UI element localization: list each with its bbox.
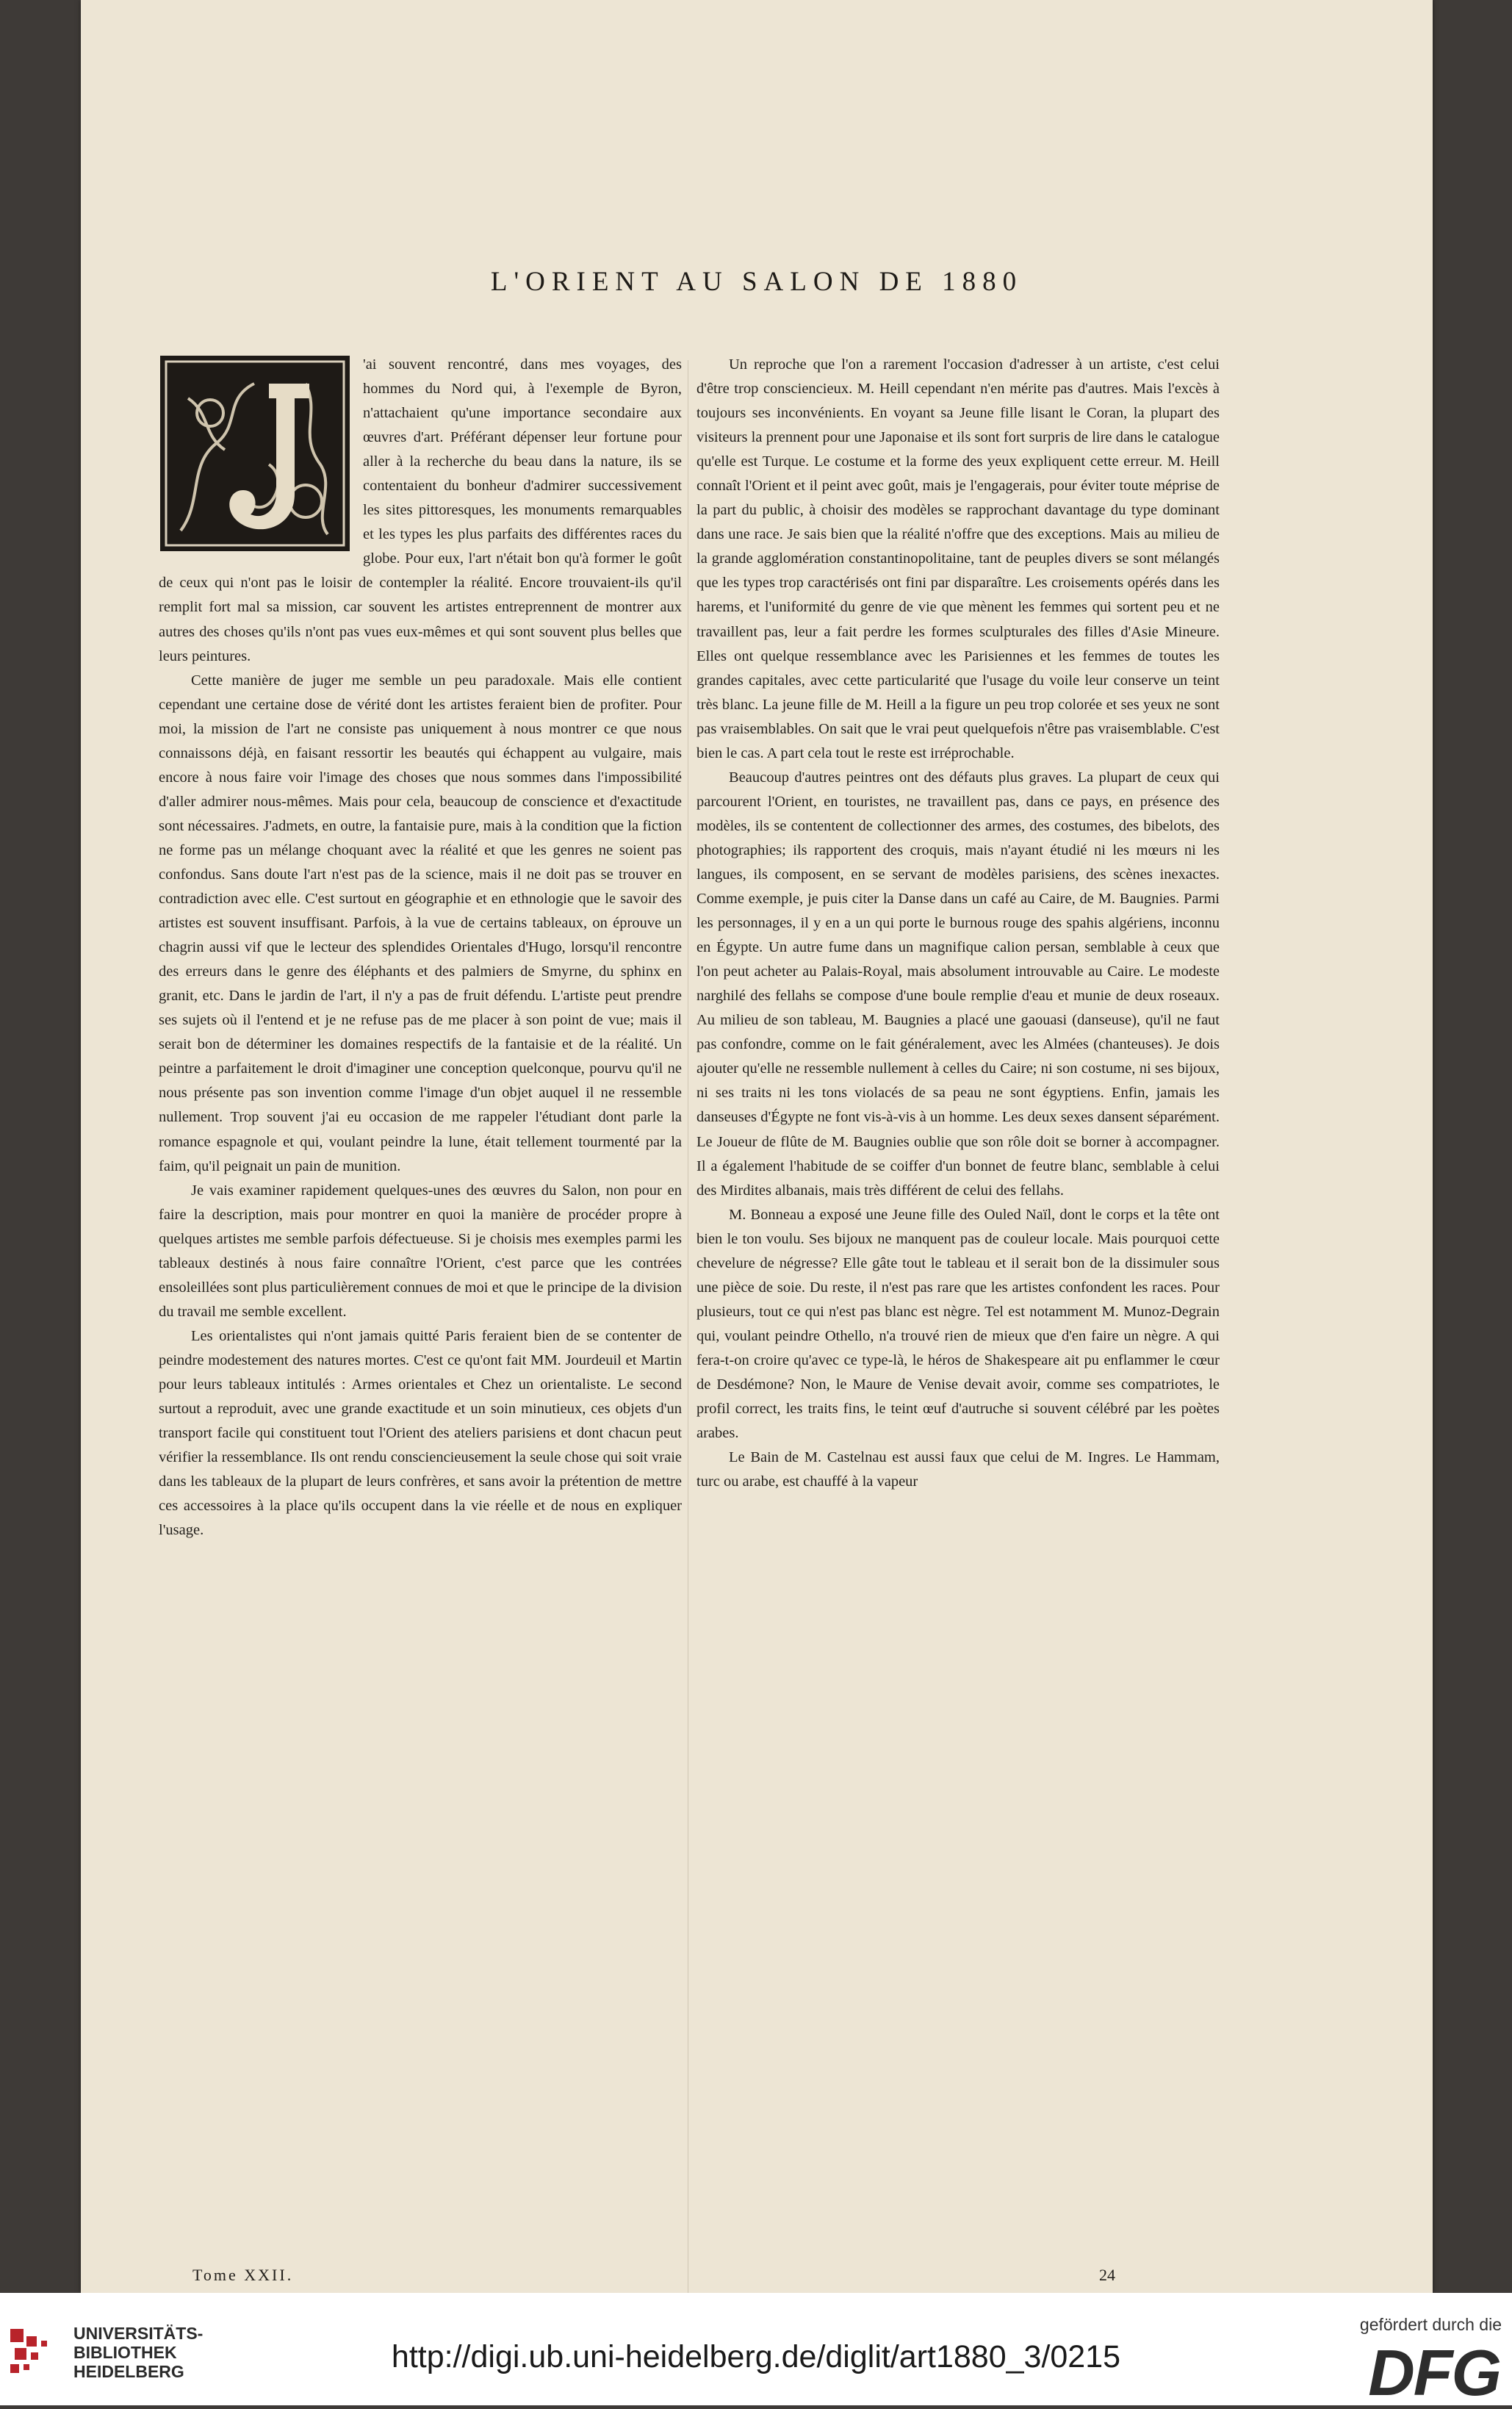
library-name-line: UNIVERSITÄTS- — [73, 2324, 204, 2343]
ornamental-dropcap — [159, 354, 351, 553]
document-page — [81, 0, 1433, 2293]
dropcap-ornament-icon — [159, 354, 351, 553]
page-number: 24 — [1099, 2266, 1115, 2284]
dfg-logo: DFG — [1368, 2336, 1500, 2409]
article-title: L'ORIENT AU SALON DE 1880 — [490, 267, 1023, 297]
paragraph: Le Bain de M. Castelnau est aussi faux que celui de M. Ingres. Le Hammam, turc ou arabe, est chauffé à la vapeur — [696, 1449, 1220, 1490]
paragraph: 'ai souvent rencontré, dans mes voyages, des hommes du Nord qui, à l'exemple de Byron, n'attachaient qu'une importance secondaire aux œuvres d'art. Préférant dépenser leur fortune pour aller à la recherche du beau dans la nature, ils se contentaient du bonheur d'admirer successivement les sites pittoresques, les monuments remarquables et les types les plus parfaits des différentes races du globe. Pour eux, l'art n'était bon qu'à former le goût de ceux qui n'ont pas le loisir de contempler la réalité. Encore trouvaient-ils qu'il remplit fort mal sa mission, car souvent les artistes entreprennent de montrer aux autres des choses qu'ils n'ont pas vues eux-mêmes et qui sont souvent plus belles que leurs peintures. — [159, 356, 682, 664]
funding-note: gefördert durch die — [1359, 2315, 1502, 2334]
paragraph: Je vais examiner rapidement quelques-unes des œuvres du Salon, non pour en faire la description, mais pour montrer en quoi la manière de procéder propre à quelques artistes me semble parfois défectueuse. Si je choisis mes exemples parmi les tableaux destinés à nous faire connaître l'Orient, c'est parce que les contrées ensoleillées sont plus particulièrement connues de moi et que le principe de la division du travail me semble excellent. — [159, 1182, 682, 1320]
left-column — [159, 353, 682, 1543]
right-column — [696, 353, 1220, 1494]
paragraph: Un reproche que l'on a rarement l'occasion d'adresser à un artiste, c'est celui d'être trop consciencieux. M. Heill cependant n'en mérite pas d'autres. Mais l'excès à toujours ses inconvénients. En voyant sa Jeune fille lisant le Coran, la plupart des visiteurs la prennent pour une Japonaise et ils sont fort surpris de lire dans le catalogue qu'elle est Turque. Le costume et la forme des yeux expliquent cette erreur. M. Heill connaît l'Orient et il peint avec goût, mais je l'engagerais, pour éviter toute méprise de la part du public, à choisir des modèles se rapprochant davantage du type dominant dans une race. Je sais bien que la réalité n'offre que des exceptions. Mais au milieu de la grande agglomération constantinopolitaine, tant de peuples divers se sont mélangés que les types trop caractérisés ont fini par disparaître. Les croisements opérés dans les harems, et l'uniformité du genre de vie que mènent les femmes qui sortent peu et ne travaillent pas, leur a fait perdre les formes sculpturales des filles d'Asie Mineure. Elles ont quelque ressemblance avec les Parisiennes et les femmes de toutes les grandes capitales, avec cette particularité que l'usage du voile leur conserve un teint très blanc. La jeune fille de M. Heill a la figure un peu trop colorée et ses yeux ne sont pas vraisemblables. On sait que le vrai peut quelquefois n'être pas vraisemblable. C'est bien le cas. A part cela tout le reste est irréprochable. — [696, 356, 1220, 761]
paragraph: M. Bonneau a exposé une Jeune fille des Ouled Naïl, dont le corps et la tête ont bien le ton voulu. Ses bijoux ne manquent pas de couleur locale. Mais pourquoi cette chevelure de négresse? Elle gâte tout le tableau et il serait bon de la dissimuler sous une pièce de soie. Du reste, il n'est pas rare que les artistes confondent les races. Pour plusieurs, tout ce qui n'est pas blanc est nègre. Tel est notamment M. Munoz-Degrain qui, voulant peindre Othello, n'a trouvé rien de mieux que d'en faire un nègre. A qui fera-t-on croire qu'avec ce type-là, le héros de Shakespeare ait pu enflammer le cœur de Desdémone? Non, le Maure de Venise devait avoir, comme ses compatriotes, le profil correct, les traits fins, le teint œuf d'autruche si souvent célébré par les poètes arabes. — [696, 1206, 1220, 1442]
dropcap-letter: J — [253, 459, 256, 467]
source-url-link[interactable]: http://digi.ub.uni-heidelberg.de/diglit/art1880_3/0215 — [391, 2339, 1121, 2374]
paragraph: Beaucoup d'autres peintres ont des défauts plus graves. La plupart de ceux qui parcourent l'Orient, en touristes, ne travaillent pas, dans ce pays, en présence des modèles, ils se contentent de collectionner des armes, des costumes, des bibelots, des photographies; ils rapportent des croquis, mais n'ayant étudié ni les mœurs ni les langues, ils composent, en se servant de modèles parisiens, des scènes inexactes. Comme exemple, je puis citer la Danse dans un café au Caire, de M. Baugnies. Parmi les personnages, il y en a un qui porte le burnous rouge des spahis algériens, inconnu en Égypte. Un autre fume dans un magnifique calion persan, semblable à ceux que l'on peut acheter au Palais-Royal, mais absolument introuvable au Caire. Le modeste narghilé des fellahs se compose d'une boule remplie d'eau et munie de deux roseaux. Au milieu de son tableau, M. Baugnies a placé une gaouasi (danseuse), qu'il ne faut pas confondre, comme on le fait généralement, avec les Almées (chanteuses). Je dois ajouter qu'elle ne ressemble nullement à celles du Caire; ni son costume, ni ses bijoux, ni ses traits ni les tons violacés de sa peau ne sont égyptiens. Enfin, jamais les danseuses d'Égypte ne font vis-à-vis à un homme. Les deux sexes dansent séparément. Le Joueur de flûte de M. Baugnies oublie que son rôle doit se borner à accompagner. Il a également l'habitude de se coiffer d'un bonnet de feutre blanc, semblable à celui des Mirdites albanais, mais très différent de celui des fellahs. — [696, 769, 1220, 1199]
paragraph: Cette manière de juger me semble un peu paradoxale. Mais elle contient cependant une certaine dose de vérité dont les artistes feraient bien de profiter. Pour moi, la mission de l'art ne consiste pas uniquement à nous montrer ce que nous connaissons déjà, en faisant ressortir les beautés qui échappent au vulgaire, mais encore à nous faire voir l'image des choses que nous sommes dans l'impossibilité d'aller admirer nous-mêmes. Mais pour cela, beaucoup de conscience et d'exactitude sont nécessaires. J'admets, en outre, la fantaisie pure, mais à la condition que la fiction ne forme pas un mélange choquant avec la réalité et que les genres ne soient pas confondus. Sans doute l'art n'est pas de la science, mais il ne doit pas se trouver en contradiction avec elle. C'est surtout en géographie et en ethnologie que le savoir des artistes est souvent insuffisant. Parfois, à la vue de certains tableaux, on éprouve un chagrin aussi vif que le lecteur des splendides Orientales d'Hugo, lorsqu'il rencontre des erreurs dans le genre des éléphants et des palmiers de Smyrne, du sphinx en granit, etc. Dans le jardin de l'art, il n'y a pas de fruit défendu. L'artiste peut prendre ses sujets où il l'entend et je ne refuse pas de me placer à son point de vue; mais il serait bon de déterminer les domaines respectifs de la fantaisie et de la réalité. Un peintre a parfaitement le droit d'imaginer une conception quelconque, pourvu qu'il ne nous présente pas son invention comme l'image d'un objet auquel il ne ressemble nullement. Trop souvent j'ai eu occasion de me rappeler l'étudiant dont parle la romance espagnole et qui, voulant peindre la lune, était tellement tourmenté par la faim, qu'il peignait un pain de munition. — [159, 672, 682, 1174]
library-name-line: BIBLIOTHEK — [73, 2343, 177, 2362]
library-name-line: HEIDELBERG — [73, 2362, 184, 2381]
paragraph: Les orientalistes qui n'ont jamais quitté Paris feraient bien de se contenter de peindre modestement des natures mortes. C'est ce qu'ont fait MM. Jourdeuil et Martin pour leurs tableaux intitulés : Armes orientales et Chez un orientaliste. Le second surtout a reproduit, avec une grande exactitude et un soin minutieux, ces objets d'un transport facile qui constituent tout l'Orient des ateliers parisiens et dont chacun peut vérifier la ressemblance. Ils ont rendu consciencieusement la seule chose qui soit vraie dans les tableaux de la plupart de leurs confrères, et sans avoir la prétention de mettre ces accessoires à la place qu'ils occupent dans la vie réelle et de nous en expliquer l'usage. — [159, 1327, 682, 1539]
volume-label: Tome XXII. — [192, 2266, 294, 2284]
